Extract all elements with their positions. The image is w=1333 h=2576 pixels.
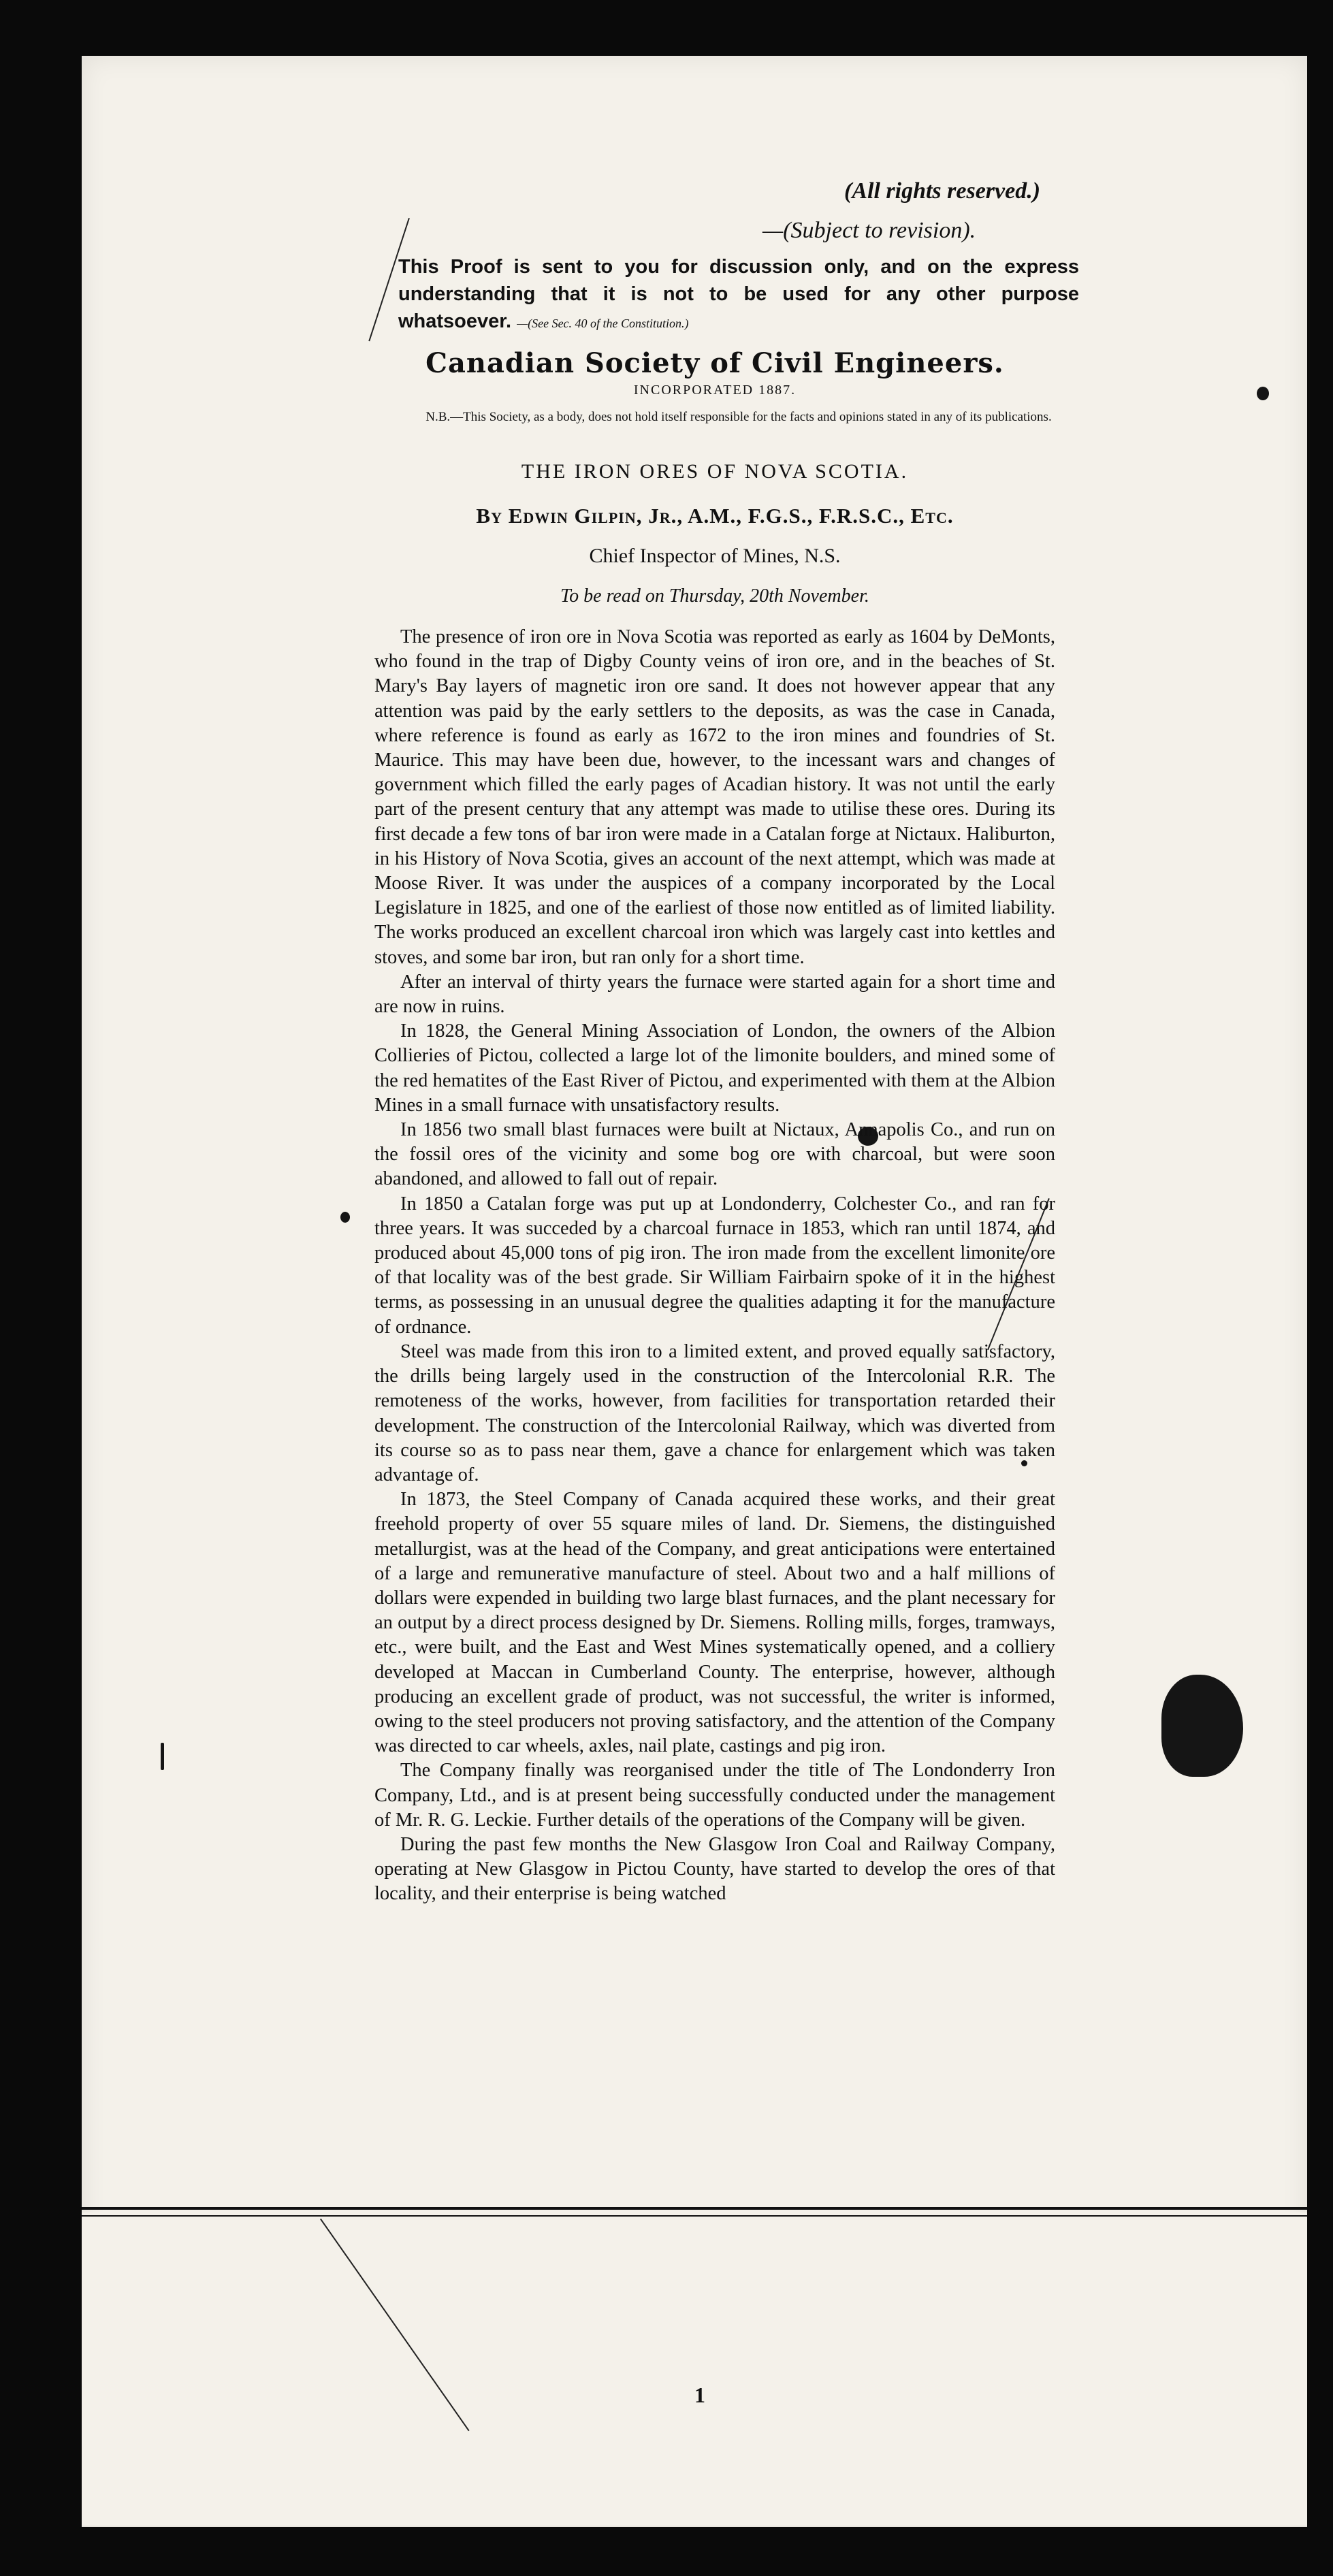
paragraph: In 1850 a Catalan forge was put up at Londonderry, Colchester Co., and ran for three years. It was succeded by a charcoal furnace in 1853, which ran until 1874, and produced about 45,000 tons of pig iron. The iron made from the excellent limonite ore of that locality was of the best grade. Sir William Fairbairn spoke of it in the highest terms, as possessing in an unusual degree the qualities adapting it for the manufacture of ordnance. — [374, 1193, 1055, 1338]
rights-reserved-note: (All rights reserved.) — [844, 178, 1041, 204]
paragraph: In 1828, the General Mining Association of London, the owners of the Albion Collieries of Pictou, collected a large lot of the limonite boulders, and mined some of the red hematites of the East River of Pictou, and experimented with them at the Albion Mines in a small furnace with unsatisfactory results. — [374, 1020, 1055, 1116]
ink-speck — [161, 1743, 164, 1770]
society-name: Canadian Society of Civil Engineers. — [425, 347, 1004, 379]
body-text — [374, 625, 1055, 1907]
lower-page-section — [82, 2212, 1307, 2526]
read-date: To be read on Thursday, 20th November. — [560, 585, 869, 607]
page-number: 1 — [694, 2383, 705, 2407]
author-prefix: By — [476, 504, 502, 528]
subject-to-revision-note: —(Subject to revision). — [762, 218, 976, 243]
paper-author — [368, 504, 1062, 528]
incorporation-line: INCORPORATED 1887. — [633, 383, 797, 398]
author-position: Chief Inspector of Mines, N.S. — [589, 545, 841, 567]
paragraph: In 1873, the Steel Company of Canada acquired these works, and their great freehold property of over 55 square miles of land. Dr. Siemens, the distinguished metallurgist, was at the head of the Company, and great anticipations were entertained of a large and remunerative manufacture of steel. About two and a half millions of dollars were expended in building two large blast furnaces, and the plant necessary for an output by a direct process designed by Dr. Siemens. Rolling mills, forges, tramways, etc., were built, and the East and West Mines systematically opened, and a colliery developed at Maccan in Cumberland County. The enterprise, however, although producing an excellent grade of product, was not successful, the writer is informed, owing to the steel producers not proving satisfactory, and the attention of the Company was directed to car wheels, axles, nail plate, castings and pig iron. — [374, 1489, 1055, 1757]
society-disclaimer: N.B.—This Society, as a body, does not hold itself responsible for the facts and opinions stated in any of its publications. — [425, 410, 1052, 424]
paragraph: Steel was made from this iron to a limited extent, and proved equally satisfactory, the drills being largely used in the construction of the Intercolonial R.R. The remoteness of the works, however, from facilities for transportation retarded their development. The construction of the Intercolonial Railway, which was diverted from its course so as to pass near them, gave a chance for enlargement which was taken advantage of. — [374, 1340, 1055, 1485]
ink-speck — [1257, 387, 1269, 400]
proof-notice-text: This Proof is sent to you for discussion only, and on the express understanding that it is not to be used for any other purpose whatsoever. — [398, 256, 1079, 332]
paragraph: During the past few months the New Glasgow Iron Coal and Railway Company, operating at New Glasgow in Pictou County, have started to develop the ores of that locality, and their enterprise is being watched — [374, 1833, 1055, 1905]
paper-title: THE IRON ORES OF NOVA SCOTIA. — [521, 460, 909, 483]
fold-line-bottom — [82, 2215, 1307, 2217]
paragraph: The Company finally was reorganised under the title of The Londonderry Iron Company, Ltd., and is at present being successfully conducted under the management of Mr. R. G. Leckie. Further details of the operations of the Company will be given. — [374, 1760, 1055, 1831]
proof-constitution-note: —(See Sec. 40 of the Constitution.) — [517, 317, 689, 330]
fold-line-top — [82, 2207, 1307, 2210]
ink-speck — [340, 1212, 350, 1223]
paragraph: The presence of iron ore in Nova Scotia was reported as early as 1604 by DeMonts, who found in the trap of Digby County veins of iron ore, and in the beaches of St. Mary's Bay layers of magnetic iron ore sand. It does not however appear that any attention was paid by the early settlers to the deposits, as was the case in Canada, where reference is found as early as 1672 to the iron mines and foundries of St. Maurice. This may have been due, however, to the incessant wars and changes of government which filled the early pages of Acadian history. It was not until the early part of the present century that any attempt was made to utilise these ores. During its first decade a few tons of bar iron were made in a Catalan forge at Nictaux. Haliburton, in his History of Nova Scotia, gives an account of the next attempt, which was made at Moose River. It was under the auspices of a company incorporated by the Local Legislature in 1825, and one of the earliest of those now entitled as of limited liability. The works produced an excellent charcoal iron which was largely cast into kettles and stoves, and some bar iron, but ran only for a short time. — [374, 626, 1055, 968]
author-name: Edwin Gilpin, Jr., A.M., F.G.S., F.R.S.C., Etc. — [508, 504, 954, 528]
paragraph: In 1856 two small blast furnaces were built at Nictaux, Annapolis Co., and run on the fossil ores of the vicinity and some bog ore with charcoal, but were soon abandoned, and allowed to fall out of repair. — [374, 1119, 1055, 1190]
paragraph: After an interval of thirty years the furnace were started again for a short time and are now in ruins. — [374, 971, 1055, 1018]
proof-notice — [398, 253, 1079, 337]
